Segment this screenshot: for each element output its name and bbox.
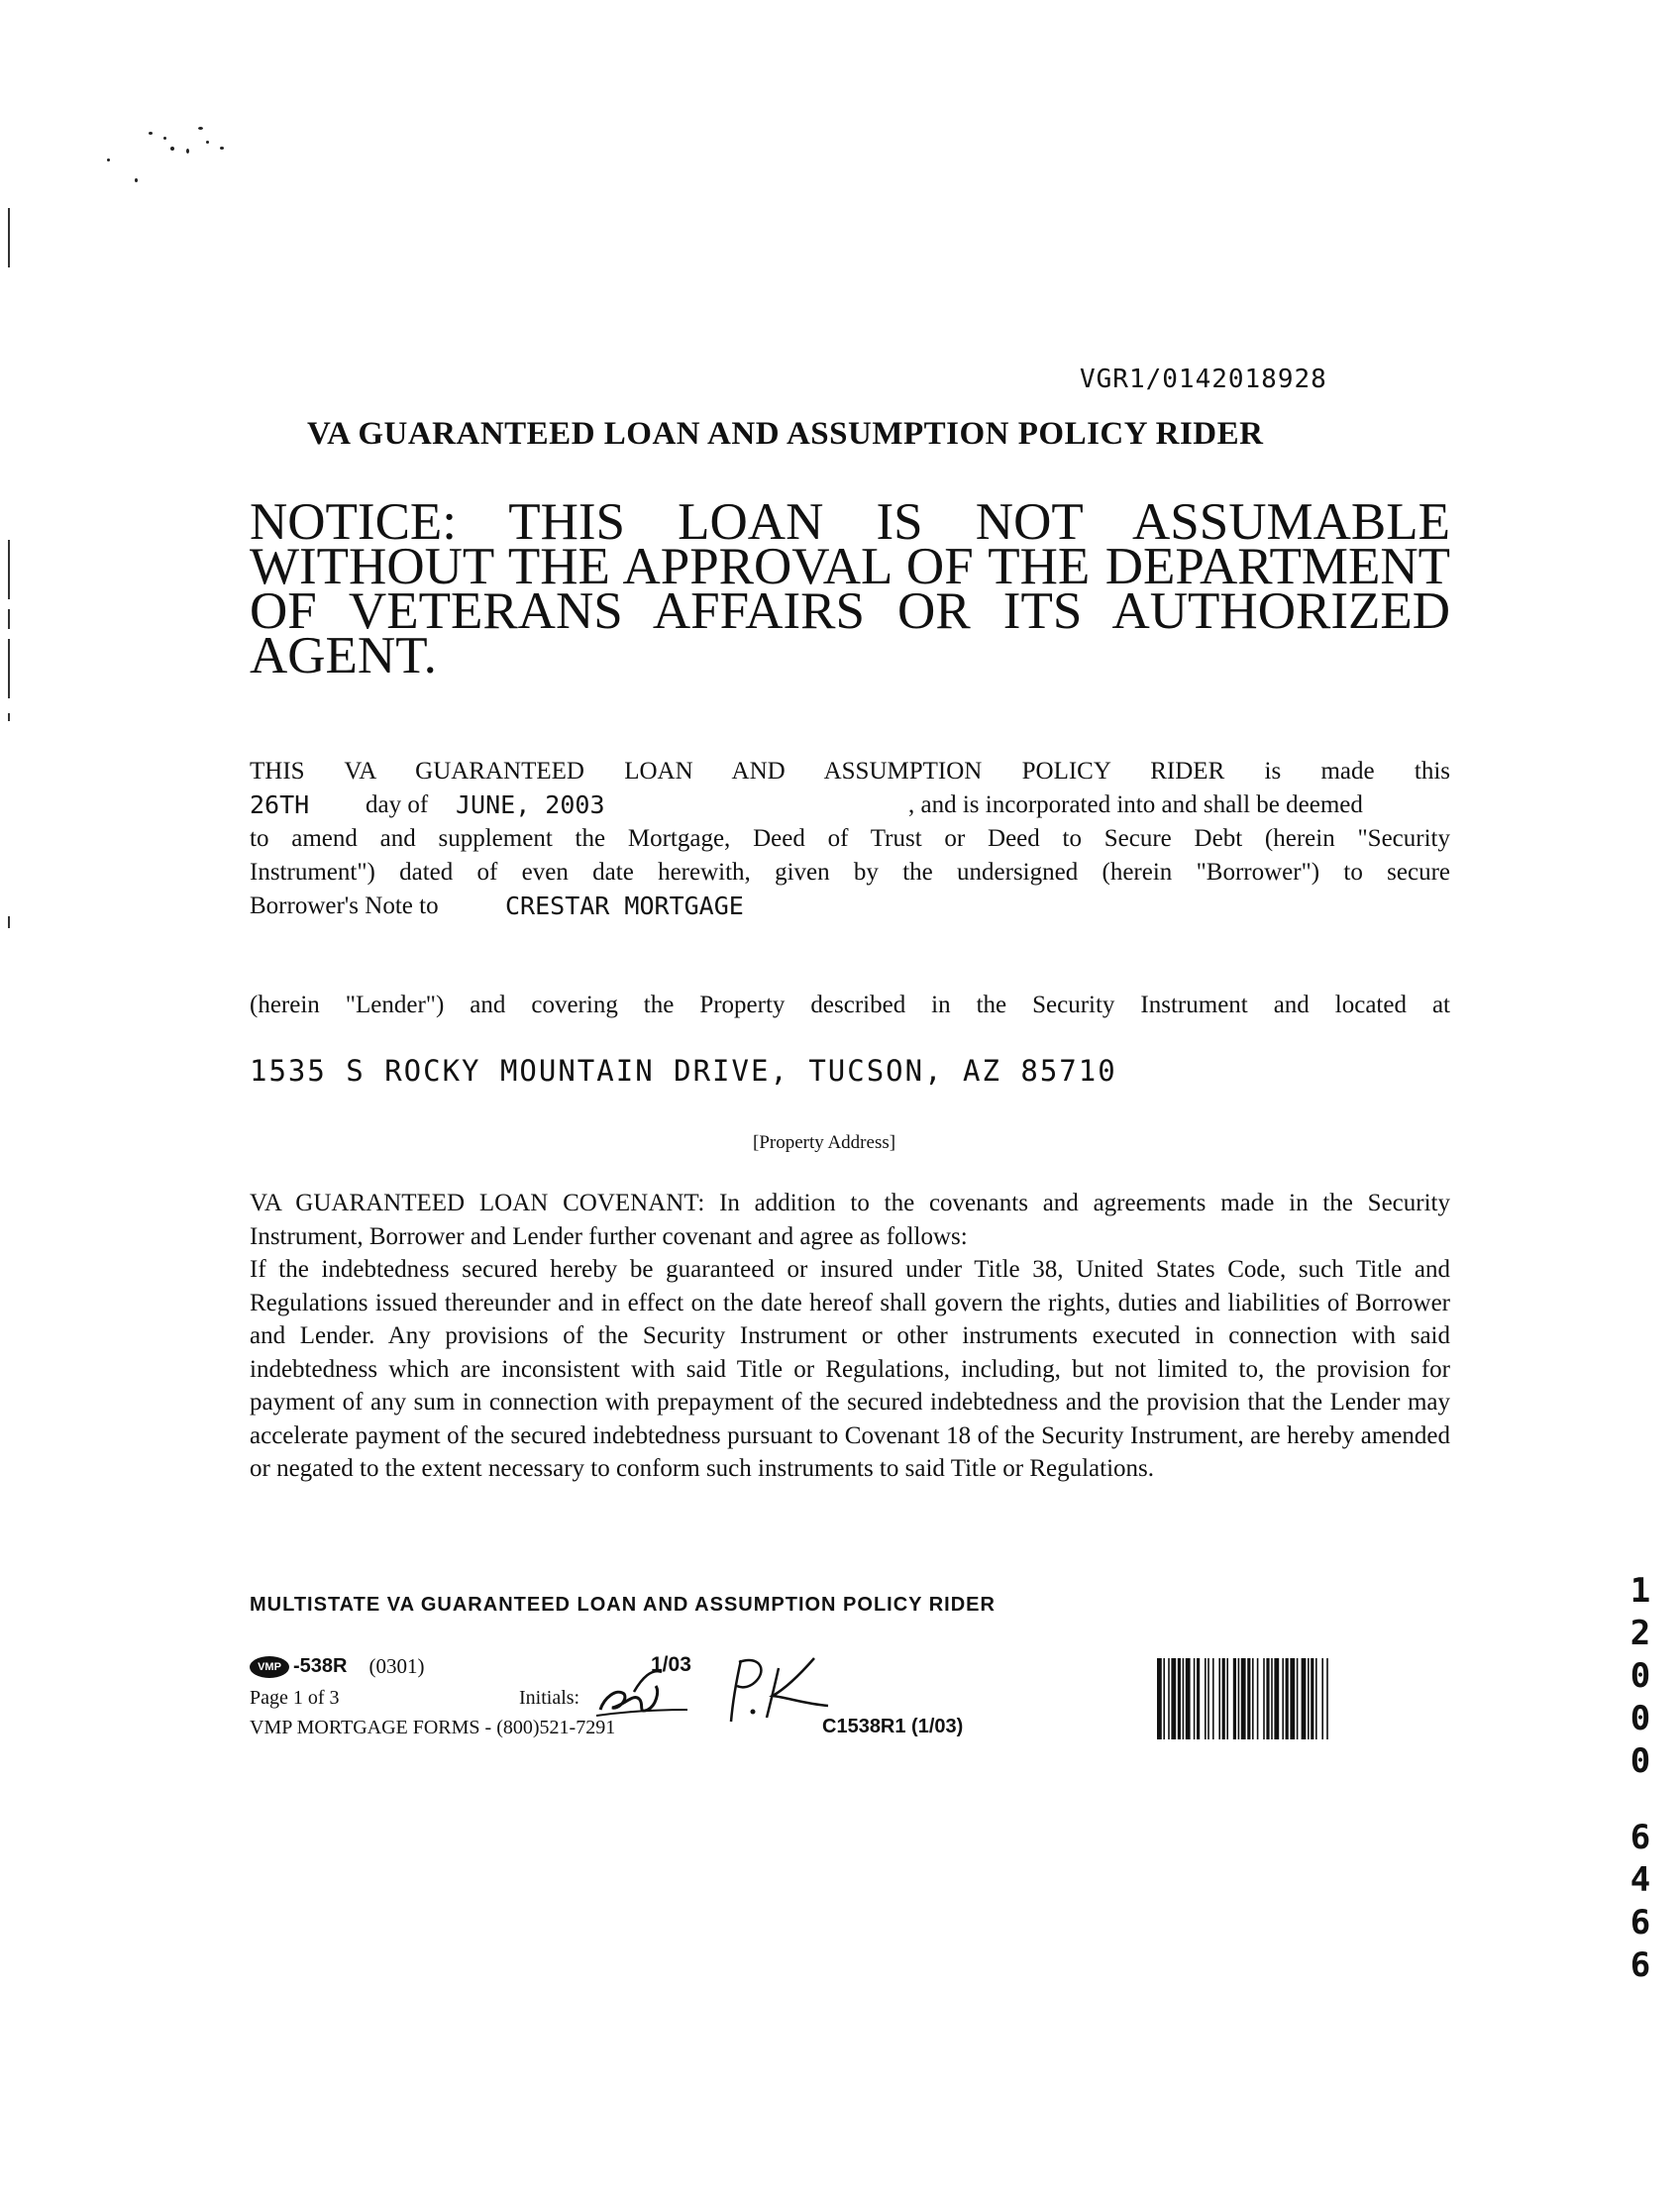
- property-address: 1535 S ROCKY MOUNTAIN DRIVE, TUCSON, AZ 85710: [250, 1054, 1117, 1088]
- barcode-bar: [1315, 1658, 1317, 1739]
- barcode-bar: [1171, 1658, 1176, 1739]
- stamp-digit: 0: [1629, 1741, 1651, 1781]
- barcode-bar: [1218, 1658, 1220, 1739]
- handwritten-initials: [594, 1648, 852, 1737]
- barcode-bar: [1263, 1658, 1265, 1739]
- barcode-bar: [1321, 1658, 1323, 1739]
- rider-month-year: JUNE, 2003: [456, 790, 605, 819]
- barcode-bar: [1163, 1658, 1165, 1739]
- stamp-digit: 6: [1629, 1818, 1651, 1857]
- barcode-bar: [1326, 1658, 1328, 1739]
- barcode-bar: [1266, 1658, 1269, 1739]
- barcode-bar: [1222, 1658, 1225, 1739]
- intro-line-4: Instrument") dated of even date herewith, given by the undersigned (herein "Borrower") to secure: [250, 859, 1450, 886]
- barcode-bar: [1212, 1658, 1214, 1739]
- stamp-digit: 1: [1629, 1571, 1651, 1611]
- vmp-forms-line: VMP MORTGAGE FORMS - (800)521-7291: [250, 1717, 616, 1738]
- stamp-digit: 0: [1629, 1699, 1651, 1738]
- loan-number: VGR1/0142018928: [1080, 365, 1327, 394]
- barcode-bar: [1290, 1658, 1295, 1739]
- form-number: -538R: [293, 1655, 348, 1677]
- intro-line-1: THIS VA GUARANTEED LOAN AND ASSUMPTION POLICY RIDER is made this: [250, 758, 1450, 785]
- barcode-bar: [1178, 1658, 1181, 1739]
- recording-stamp: [1621, 1570, 1660, 1987]
- barcode-bar: [1183, 1658, 1185, 1739]
- barcode-bar: [1241, 1658, 1246, 1739]
- barcode-bar: [1302, 1658, 1307, 1739]
- note-to-label: Borrower's Note to: [250, 892, 439, 919]
- stamp-digit: 6: [1629, 1903, 1651, 1942]
- barcode-bar: [1194, 1658, 1196, 1739]
- stamp-digit: 6: [1629, 1945, 1651, 1985]
- initials-label: Initials:: [519, 1687, 580, 1709]
- barcode-bar: [1252, 1658, 1254, 1739]
- rider-day: 26TH: [250, 790, 310, 819]
- barcode-bar: [1247, 1658, 1250, 1739]
- barcode-bar: [1168, 1658, 1170, 1739]
- barcode-bar: [1197, 1658, 1200, 1739]
- intro-paragraph: [250, 755, 1450, 923]
- lender-line: (herein "Lender") and covering the Property described in the Security Instrument and located at: [250, 992, 1450, 1018]
- barcode-bar: [1238, 1658, 1240, 1739]
- page-number: Page 1 of 3: [250, 1687, 340, 1709]
- barcode-bar: [1257, 1658, 1259, 1739]
- intro-line-2: [250, 788, 1450, 822]
- form-version: (0301): [368, 1654, 425, 1678]
- initials-date: 1/03: [651, 1653, 691, 1676]
- barcode-bar: [1274, 1658, 1279, 1739]
- lender-name: CRESTAR MORTGAGE: [505, 892, 744, 920]
- barcode-bar: [1282, 1658, 1284, 1739]
- barcode-bar: [1186, 1658, 1191, 1739]
- barcode-bar: [1226, 1658, 1228, 1739]
- intro-line-3: to amend and supplement the Mortgage, Deed of Trust or Deed to Secure Debt (herein "Security: [250, 825, 1450, 852]
- document-title: VA GUARANTEED LOAN AND ASSUMPTION POLICY RIDER: [307, 416, 1264, 452]
- barcode-bar: [1208, 1658, 1209, 1739]
- form-code: [250, 1654, 424, 1679]
- barcode-bar: [1297, 1658, 1299, 1739]
- barcode-bar: [1157, 1658, 1162, 1739]
- barcode-bar: [1233, 1658, 1236, 1739]
- vmp-logo: VMP: [250, 1656, 289, 1678]
- form-id: C1538R1 (1/03): [822, 1716, 964, 1737]
- stamp-digit: 4: [1629, 1860, 1651, 1900]
- footer-title: MULTISTATE VA GUARANTEED LOAN AND ASSUMPTION POLICY RIDER: [250, 1594, 996, 1616]
- barcode-bar: [1308, 1658, 1310, 1739]
- property-address-caption: [Property Address]: [753, 1132, 896, 1153]
- stamp-digit: 2: [1629, 1614, 1651, 1653]
- intro-line-5: [250, 890, 1450, 923]
- barcode-bar: [1205, 1658, 1207, 1739]
- intro-line-2-rest: , and is incorporated into and shall be deemed: [908, 791, 1363, 818]
- barcode: [1157, 1658, 1424, 1739]
- va-covenant: [250, 1187, 1450, 1486]
- assumability-notice: NOTICE: THIS LOAN IS NOT ASSUMABLE WITHOUT THE APPROVAL OF THE DEPARTMENT OF VETERANS AFFAIRS OR ITS AUTHORIZED AGENT.: [250, 493, 1450, 684]
- barcode-bar: [1271, 1658, 1273, 1739]
- day-of-label: day of: [366, 791, 429, 818]
- covenant-heading: VA GUARANTEED LOAN COVENANT: In addition to the covenants and agreements made in the Security Instrument, Borrower and Lender further covenant and agree as follows:: [250, 1190, 1450, 1250]
- barcode-bar: [1286, 1658, 1289, 1739]
- stamp-digit: 0: [1629, 1656, 1651, 1696]
- covenant-body: If the indebtedness secured hereby be guaranteed or insured under Title 38, United States Code, such Title and Regulations issued thereunder and in effect on the date hereof shall govern the rights, duties and liabilities of Borrower and Lender. Any provisions of the Security Instrument or other instruments executed in connection with said indebtedness which are inconsistent with said Title or Regulations, including, but not limited to, the provision for payment of any sum in connection with prepayment of the secured indebtedness and the provision that the Lender may accelerate payment of the secured indebtedness pursuant to Covenant 18 of the Security Instrument, are hereby amended or negated to the extent necessary to conform such instruments to said Title or Regulations.: [250, 1256, 1450, 1482]
- barcode-bar: [1311, 1658, 1313, 1739]
